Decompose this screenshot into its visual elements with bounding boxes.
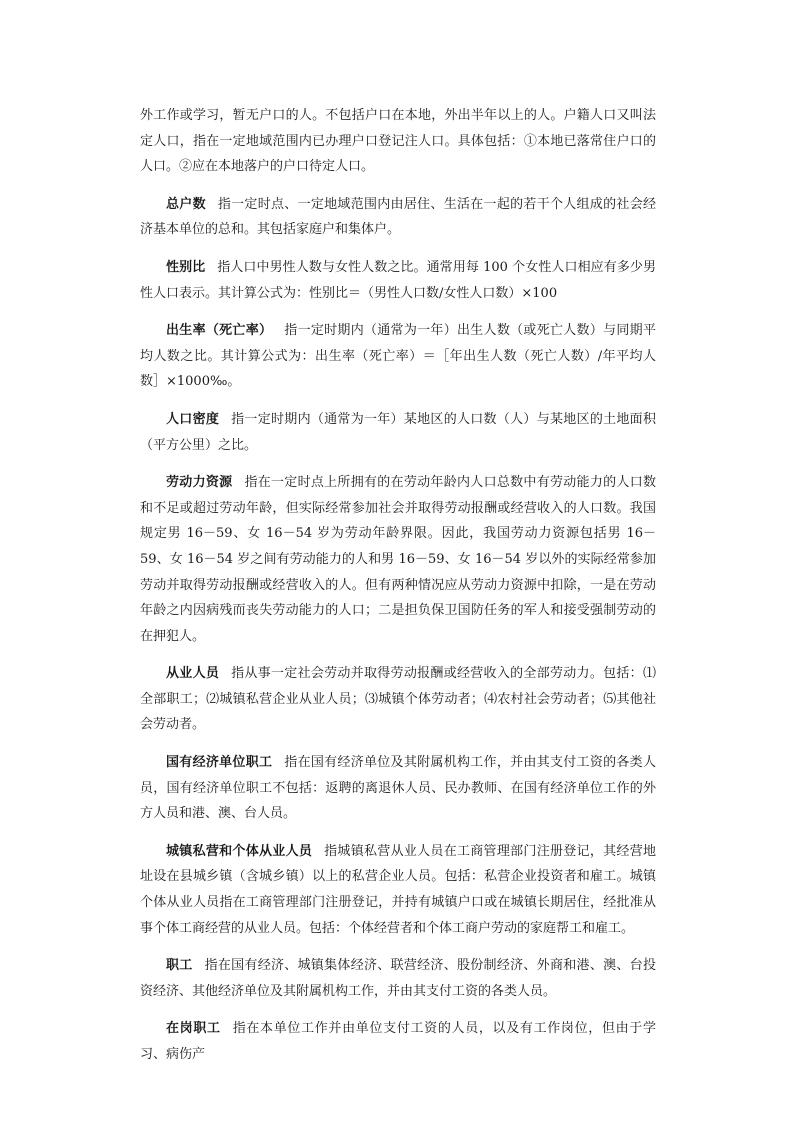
term-labor-resources: 劳动力资源: [166, 475, 233, 491]
term-total-households: 总户数: [166, 196, 206, 212]
definition-text: 指人口中男性人数与女性人数之比。通常用每 100 个女性人口相应有多少男性人口表示。其计算公式为：性别比＝（男性人口数/女性人口数）×100: [140, 259, 656, 301]
definition-text: 指一定时期内（通常为一年）某地区的人口数（人）与某地区的土地面积（平方公里）之比。: [140, 411, 656, 453]
definition-employed-persons: [140, 661, 656, 738]
intro-paragraph: 外工作或学习，暂无户口的人。不包括户口在本地，外出半年以上的人。户籍人口又叫法定人口，指在一定地域范围内已办理户口登记注人口。具体包括：①本地已落常住户口的人口。②应在本地落户的户口待定人口。: [140, 108, 656, 175]
term-employed-persons: 从业人员: [166, 666, 220, 682]
definition-labor-resources: [140, 470, 656, 649]
definition-staff: [140, 953, 656, 1004]
definition-text: 指从事一定社会劳动并取得劳动报酬或经营收入的全部劳动力。包括：⑴全部职工；⑵城镇私营企业从业人员；⑶城镇个体劳动者；⑷农村社会劳动者；⑸其他社会劳动者。: [140, 666, 656, 733]
definition-text: 指在一定时点上所拥有的在劳动年龄内人口总数中有劳动能力的人口数和不足或超过劳动年龄，但实际经常参加社会并取得劳动报酬或经营收入的人口数。我国规定男 16－59、女 16－54 岁为劳动年龄界限。因此，我国劳动力资源包括男 16－59、女 16－54 岁之间有劳动能力的人和男 16－59、女 16－54 岁以外的实际经常参加劳动并取得劳动报酬或经营收入的人。但有两种情况应从劳动力资源中扣除，一是在劳动年龄之内因病残而丧失劳动能力的人口；二是担负保卫国防任务的军人和接受强制劳动的在押犯人。: [140, 475, 656, 644]
definition-sex-ratio: [140, 255, 656, 306]
definition-text: 指一定时点、一定地域范围内由居住、生活在一起的若干个人组成的社会经济基本单位的总和。其包括家庭户和集体户。: [140, 196, 656, 238]
definition-text: 指城镇私营从业人员在工商管理部门注册登记，其经营地址设在县城乡镇（含城乡镇）以上的私营企业人员。包括：私营企业投资者和雇工。城镇个体从业人员指在工商管理部门注册登记，并持有城镇户口或在城镇长期居住，经批准从事个体工商经营的从业人员。包括：个体经营者和个体工商户劳动的家庭帮工和雇工。: [140, 843, 656, 936]
definition-birth-rate: [140, 318, 656, 395]
definition-text: 指在本单位工作并由单位支付工资的人员，以及有工作岗位，但由于学习、病伤产: [140, 1021, 656, 1062]
term-private-individual-workers: 城镇私营和个体从业人员: [166, 843, 313, 859]
term-on-post-staff: 在岗职工: [166, 1021, 221, 1037]
term-sex-ratio: 性别比: [166, 259, 206, 275]
definition-private-individual-workers: [140, 839, 656, 941]
term-staff: 职工: [166, 958, 193, 974]
document-body: [140, 103, 656, 1080]
definition-population-density: [140, 407, 656, 458]
definition-text: 指在国有经济、城镇集体经济、联营经济、股份制经济、外商和港、澳、台投资经济、其他经济单位及其附属机构工作，并由其支付工资的各类人员。: [140, 958, 656, 999]
definition-text: 指一定时期内（通常为一年）出生人数（或死亡人数）与同期平均人数之比。其计算公式为：出生率（死亡率）＝［年出生人数（死亡人数）/年平均人数］×1000‰。: [140, 323, 656, 390]
definition-on-post-staff: [140, 1016, 656, 1067]
term-birth-rate: 出生率（死亡率）: [166, 323, 273, 339]
definition-state-owned-staff: [140, 750, 656, 827]
definition-total-households: [140, 192, 656, 243]
definition-text: 指在国有经济单位及其附属机构工作，并由其支付工资的各类人员，国有经济单位职工不包括：返聘的离退休人员、民办教师、在国有经济单位工作的外方人员和港、澳、台人员。: [140, 755, 656, 822]
term-state-owned-staff: 国有经济单位职工: [166, 755, 273, 771]
term-population-density: 人口密度: [166, 411, 220, 427]
